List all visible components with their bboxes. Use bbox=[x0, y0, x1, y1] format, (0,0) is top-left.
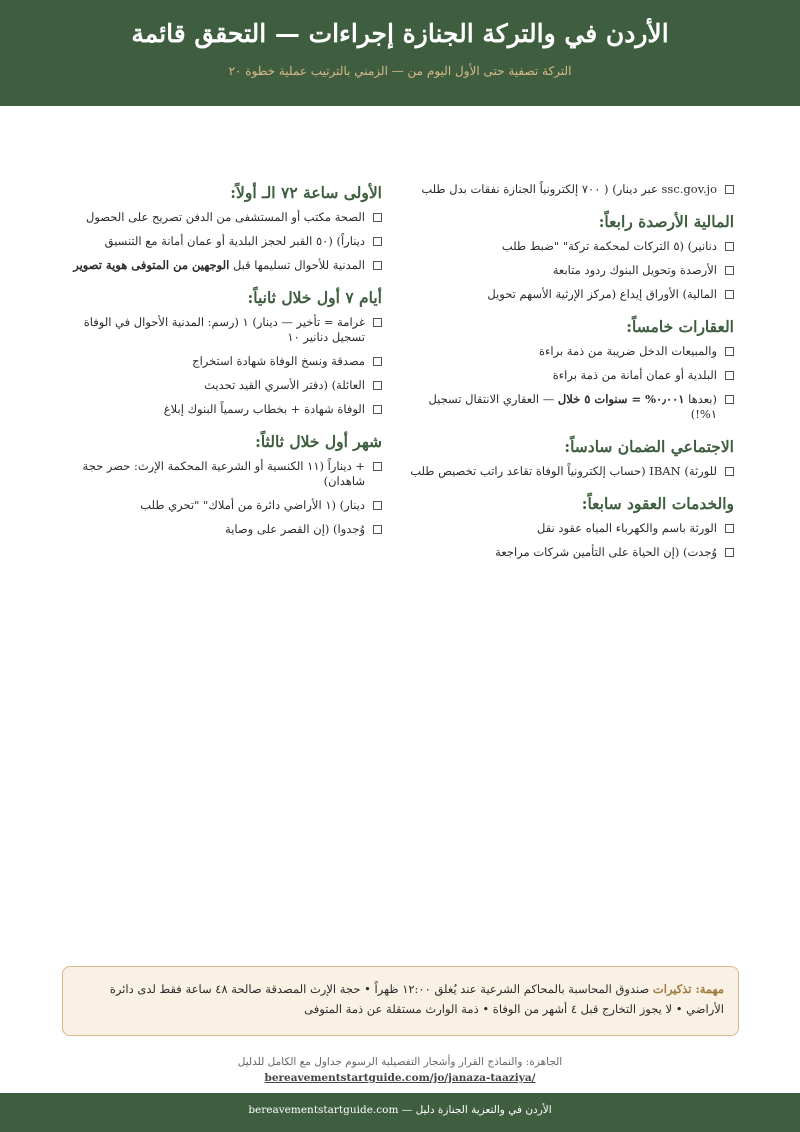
item-text: ديناراً) (٥٠ القبر لحجز البلدية أو عمان أمانة مع التنسيق bbox=[104, 234, 365, 248]
checkbox-icon[interactable] bbox=[373, 525, 382, 534]
footer-text: الأردن في والتعزية الجنازة دليل — bereavementstartguide.com bbox=[248, 1104, 552, 1116]
checklist-item[interactable] bbox=[409, 392, 734, 422]
item-text: دينار) (١ الأراضي دائرة من أملاك" "تحري طلب bbox=[140, 498, 365, 512]
source-link[interactable]: bereavementstartguide.com/jo/janaza-taaziya/ bbox=[264, 1072, 536, 1084]
item-text: وُجدت) (إن الحياة على التأمين شركات مراجعة bbox=[495, 545, 717, 559]
right-column bbox=[409, 182, 734, 574]
item-text: + ديناراً (١١ الكنسية أو الشرعية المحكمة الإرث: حصر حجة شاهدان) bbox=[82, 459, 365, 488]
section-heading: شهر أول خلال ثالثاً: bbox=[255, 432, 382, 451]
checkbox-icon[interactable] bbox=[725, 290, 734, 299]
checklist-item[interactable] bbox=[57, 315, 382, 345]
source-note bbox=[0, 1054, 800, 1086]
checklist-item[interactable] bbox=[409, 464, 734, 479]
checklist-item[interactable] bbox=[409, 263, 734, 278]
checkbox-icon[interactable] bbox=[373, 381, 382, 390]
item-text: مصدقة ونسخ الوفاة شهادة استخراج bbox=[192, 354, 365, 368]
page-title: الأردن في والتركة الجنازة إجراءات — التحقق قائمة bbox=[131, 19, 669, 48]
note-text: صندوق المحاسبة بالمحاكم الشرعية عند يُغلق ١٢:٠٠ ظهراً • حجة الإرث المصدقة صالحة ٤٨ ساعة فقط لدى دائرة الأراضي • لا يجوز التخارج قبل ٤ أشهر من الوفاة • ذمة الوارث مستقلة عن ذمة المتوفى bbox=[109, 982, 724, 1016]
checkbox-icon[interactable] bbox=[373, 213, 382, 222]
item-text: والمبيعات الدخل ضريبة من ذمة براءة bbox=[538, 344, 717, 358]
item-text: دنانير) (٥ التركات لمحكمة تركة" "ضبط طلب bbox=[501, 239, 717, 253]
item-text-pre: (بعدها bbox=[684, 392, 717, 406]
item-text: الوفاة شهادة + بخطاب رسمياً البنوك إبلاغ bbox=[163, 402, 365, 416]
checklist-item[interactable] bbox=[409, 545, 734, 560]
item-text-bold: الوجهين من المتوفى هوية تصوير bbox=[73, 258, 230, 272]
checkbox-icon[interactable] bbox=[725, 266, 734, 275]
checklist-columns bbox=[0, 182, 800, 682]
checkbox-icon[interactable] bbox=[725, 371, 734, 380]
checklist-item[interactable] bbox=[57, 234, 382, 249]
checklist-item[interactable] bbox=[57, 459, 382, 489]
item-text-pre: المدنية للأحوال تسليمها قبل bbox=[229, 258, 365, 272]
item-text: الورثة باسم والكهرباء المياه عقود نقل bbox=[536, 521, 717, 535]
checkbox-icon[interactable] bbox=[725, 242, 734, 251]
item-text bbox=[57, 258, 365, 273]
item-text: العائلة) (دفتر الأسري القيد تحديث bbox=[204, 378, 365, 392]
item-text: ssc.gov.jo عبر دينار) ( ٧٠٠ إلكترونياً الجنازة نفقات بدل طلب bbox=[421, 182, 717, 196]
checklist-item[interactable] bbox=[57, 402, 382, 417]
section-heading: الأولى ساعة ٧٢ الـ أولاً: bbox=[230, 183, 382, 202]
page-subtitle: التركة تصفية حتى الأول اليوم من — الزمني بالترتيب عملية خطوة ٢٠ bbox=[228, 64, 572, 78]
item-text: للورثة) IBAN (حساب إلكترونياً الوفاة تقاعد راتب تخصيص طلب bbox=[410, 464, 717, 478]
checkbox-icon[interactable] bbox=[373, 318, 382, 327]
checkbox-icon[interactable] bbox=[725, 395, 734, 404]
checkbox-icon[interactable] bbox=[373, 357, 382, 366]
checkbox-icon[interactable] bbox=[725, 347, 734, 356]
checkbox-icon[interactable] bbox=[725, 548, 734, 557]
checkbox-icon[interactable] bbox=[725, 467, 734, 476]
section-first-month bbox=[57, 431, 382, 537]
checkbox-icon[interactable] bbox=[373, 501, 382, 510]
item-text: غرامة = تأخير — دينار) ١ (رسم: المدنية الأحوال في الوفاة تسجيل دنانير ١٠ bbox=[83, 315, 365, 344]
section-first-7-days bbox=[57, 287, 382, 417]
section-real-estate bbox=[409, 316, 734, 422]
checklist-item[interactable] bbox=[409, 521, 734, 536]
section-top bbox=[409, 182, 734, 197]
item-text: البلدية أو عمان أمانة من ذمة براءة bbox=[552, 368, 717, 382]
checklist-item[interactable] bbox=[409, 182, 734, 197]
reminders-note bbox=[62, 966, 739, 1036]
page-footer bbox=[0, 1093, 800, 1132]
checkbox-icon[interactable] bbox=[373, 462, 382, 471]
checkbox-icon[interactable] bbox=[725, 185, 734, 194]
checkbox-icon[interactable] bbox=[373, 261, 382, 270]
checklist-item[interactable] bbox=[57, 498, 382, 513]
item-text: المالية) الأوراق إيداع (مركز الإرثية الأسهم تحويل bbox=[487, 287, 717, 301]
checkbox-icon[interactable] bbox=[373, 237, 382, 246]
item-text-bold: ٠٫٠٠١% = سنوات ٥ خلال bbox=[557, 392, 685, 406]
item-text: وُجدوا) (إن القصر على وصاية bbox=[225, 522, 365, 536]
section-financial-balances bbox=[409, 211, 734, 302]
item-text-post: — العقاري الانتقال تسجيل ١%!) bbox=[428, 392, 717, 421]
checklist-item[interactable] bbox=[409, 239, 734, 254]
checklist-item[interactable] bbox=[57, 210, 382, 225]
left-column bbox=[57, 182, 382, 551]
section-contracts-services bbox=[409, 493, 734, 560]
section-heading: العقارات خامساً: bbox=[626, 317, 734, 336]
item-text bbox=[409, 392, 717, 422]
section-social-security bbox=[409, 436, 734, 479]
checklist-item[interactable] bbox=[409, 368, 734, 383]
checkbox-icon[interactable] bbox=[373, 405, 382, 414]
checklist-item[interactable] bbox=[57, 258, 382, 273]
checklist-item[interactable] bbox=[57, 378, 382, 393]
checklist-item[interactable] bbox=[57, 522, 382, 537]
checklist-item[interactable] bbox=[409, 344, 734, 359]
checklist-item[interactable] bbox=[409, 287, 734, 302]
section-heading: أيام ٧ أول خلال ثانياً: bbox=[247, 288, 382, 307]
item-text: الأرصدة وتحويل البنوك ردود متابعة bbox=[552, 263, 717, 277]
section-heading: المالية الأرصدة رابعاً: bbox=[598, 212, 734, 231]
section-heading: الاجتماعي الضمان سادساً: bbox=[564, 437, 734, 456]
checklist-item[interactable] bbox=[57, 354, 382, 369]
section-heading: والخدمات العقود سابعاً: bbox=[581, 494, 734, 513]
note-lead: مهمة: تذكيرات bbox=[652, 982, 724, 996]
checkbox-icon[interactable] bbox=[725, 524, 734, 533]
section-first-72-hours bbox=[57, 182, 382, 273]
source-text: الجاهزة: والنماذج القرار وأشجار التفصيلية الرسوم جداول مع الكامل للدليل bbox=[237, 1056, 563, 1068]
page-header bbox=[0, 0, 800, 106]
item-text: الصحة مكتب أو المستشفى من الدفن تصريح على الحصول bbox=[86, 210, 365, 224]
